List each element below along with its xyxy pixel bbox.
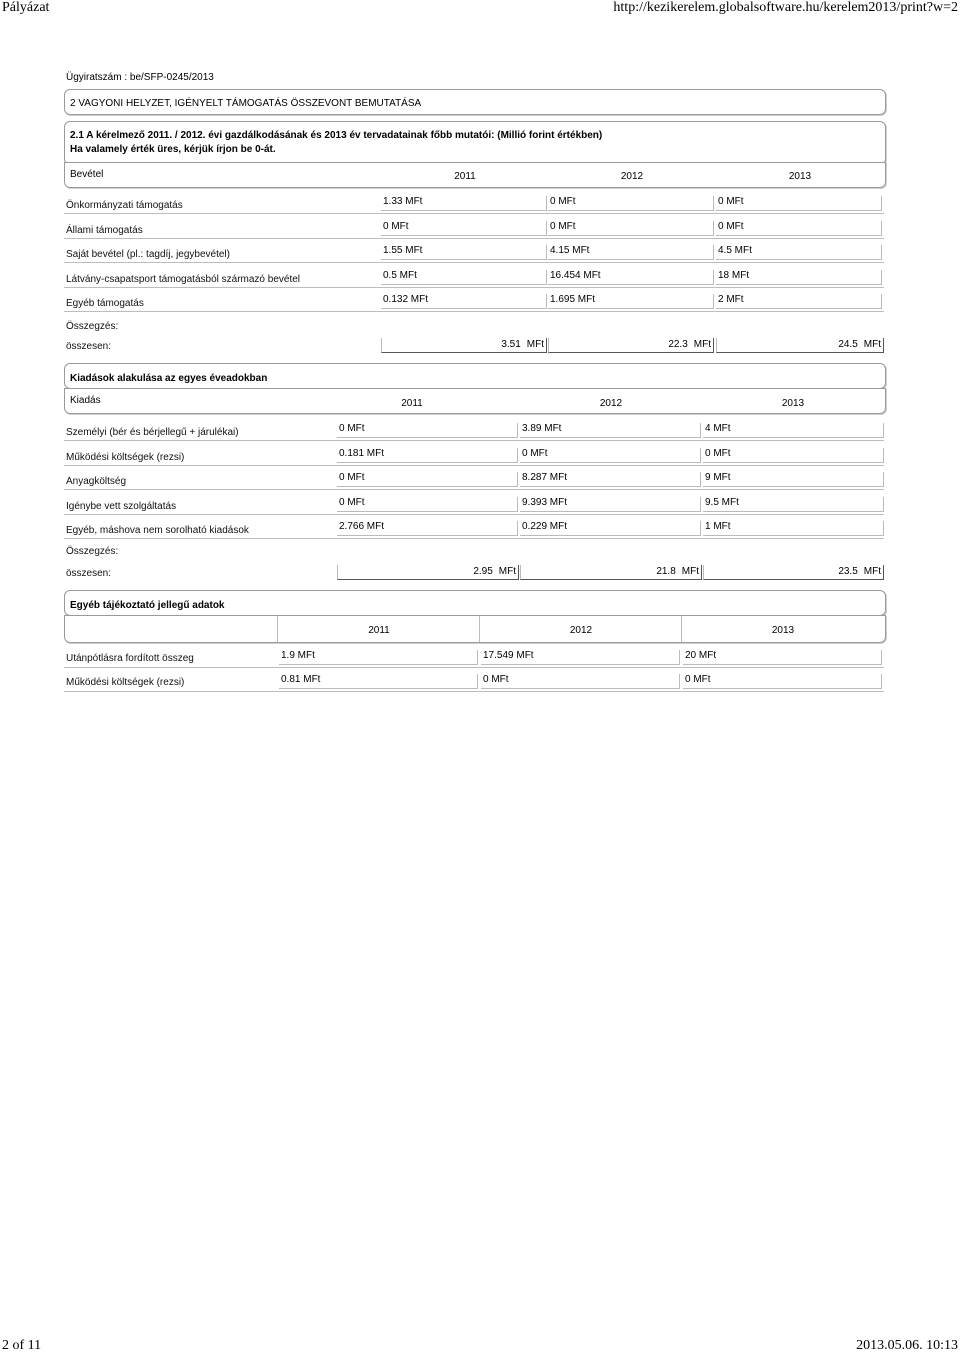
expense-value-2012[interactable]: 0.229 MFt bbox=[520, 521, 701, 536]
income-total-2013: 24.5 MFt bbox=[716, 338, 884, 353]
income-value-2013[interactable]: 0 MFt bbox=[716, 221, 882, 236]
print-footer bbox=[0, 1338, 960, 1358]
expense-value-2012[interactable]: 8.287 MFt bbox=[520, 472, 701, 487]
expenses-year-2012: 2012 bbox=[599, 398, 623, 409]
expense-row-divider bbox=[64, 440, 884, 441]
expense-value-2013[interactable]: 9.5 MFt bbox=[703, 497, 884, 512]
income-row-label: Látvány-csapatsport támogatásból származó bevétel bbox=[66, 273, 301, 285]
footer-date: 2013.05.06. 10:13 bbox=[856, 1338, 958, 1353]
expenses-total-2013: 23.5 MFt bbox=[703, 565, 884, 580]
income-year-2013: 2013 bbox=[788, 171, 812, 182]
expense-row-label: Személyi (bér és bérjellegű + járulékai) bbox=[66, 427, 239, 438]
income-value-2011[interactable]: 1.33 MFt bbox=[381, 196, 547, 211]
expenses-title: Kiadások alakulása az egyes éveadokban bbox=[70, 373, 268, 384]
header-url: http://kezikerelem.globalsoftware.hu/kerelem2013/print?w=2 bbox=[613, 0, 958, 15]
expense-value-2011[interactable]: 2.766 MFt bbox=[337, 521, 518, 536]
income-row-divider bbox=[64, 213, 884, 214]
income-header-label: Bevétel bbox=[70, 169, 104, 180]
expense-value-2013[interactable]: 0 MFt bbox=[703, 448, 884, 463]
income-row-divider bbox=[64, 311, 884, 312]
expense-value-2011[interactable]: 0 MFt bbox=[337, 472, 518, 487]
expense-row-label: Működési költségek (rezsi) bbox=[66, 451, 185, 463]
income-value-2012[interactable]: 1.695 MFt bbox=[548, 294, 714, 309]
expense-row-divider bbox=[64, 465, 884, 466]
income-value-2011[interactable]: 0.5 MFt bbox=[381, 270, 547, 285]
income-row-divider bbox=[64, 287, 884, 288]
expense-row-label: Anyagköltség bbox=[66, 476, 127, 487]
expense-row-divider bbox=[64, 538, 884, 539]
other-value-2013[interactable]: 0 MFt bbox=[683, 674, 882, 689]
expenses-year-2013: 2013 bbox=[781, 398, 805, 409]
file-number: Ügyiratszám : be/SFP-0245/2013 bbox=[66, 72, 214, 83]
expenses-header-row bbox=[64, 388, 886, 414]
other-header-row bbox=[64, 615, 886, 643]
income-value-2012[interactable]: 4.15 MFt bbox=[548, 245, 714, 260]
expenses-year-2011: 2011 bbox=[401, 398, 423, 409]
other-col-divider-1 bbox=[277, 616, 278, 642]
other-year-2012: 2012 bbox=[569, 625, 593, 636]
print-header bbox=[0, 0, 960, 20]
expenses-total-2012: 21.8 MFt bbox=[520, 565, 702, 580]
other-value-2012[interactable]: 17.549 MFt bbox=[481, 650, 680, 665]
other-row-label: Utánpótlásra fordított összeg bbox=[66, 653, 194, 664]
income-value-2012[interactable]: 0 MFt bbox=[548, 221, 714, 236]
income-row-label: Állami támogatás bbox=[66, 224, 143, 236]
other-value-2013[interactable]: 20 MFt bbox=[683, 650, 882, 665]
expenses-total-label: összesen: bbox=[66, 568, 112, 579]
other-row-label: Működési költségek (rezsi) bbox=[66, 677, 185, 688]
other-col-divider-3 bbox=[681, 616, 682, 642]
income-row-label: Egyéb támogatás bbox=[66, 298, 144, 309]
income-value-2011[interactable]: 0 MFt bbox=[381, 221, 547, 236]
other-title-box bbox=[64, 590, 886, 616]
expense-row-label: Egyéb, máshova nem sorolható kiadások bbox=[66, 525, 249, 536]
income-year-2012: 2012 bbox=[620, 171, 644, 182]
expense-value-2011[interactable]: 0 MFt bbox=[337, 423, 518, 438]
income-value-2013[interactable]: 4.5 MFt bbox=[716, 245, 882, 260]
income-row-divider bbox=[64, 238, 884, 239]
footer-page: 2 of 11 bbox=[2, 1338, 42, 1353]
expense-value-2013[interactable]: 1 MFt bbox=[703, 521, 884, 536]
expense-value-2013[interactable]: 4 MFt bbox=[703, 423, 884, 438]
expense-value-2012[interactable]: 3.89 MFt bbox=[520, 423, 701, 438]
income-row-label: Önkormányzati támogatás bbox=[66, 200, 183, 211]
subsection-heading: 2.1 A kérelmező 2011. / 2012. évi gazdálkodásának és 2013 év tervadatainak főbb mutatói: (Millió forint értékben) bbox=[70, 130, 603, 141]
other-value-2011[interactable]: 0.81 MFt bbox=[279, 674, 478, 689]
expense-row-divider bbox=[64, 514, 884, 515]
other-value-2011[interactable]: 1.9 MFt bbox=[279, 650, 478, 665]
expense-value-2011[interactable]: 0.181 MFt bbox=[337, 448, 518, 463]
income-value-2012[interactable]: 16.454 MFt bbox=[548, 270, 714, 285]
income-row-label: Saját bevétel (pl.: tagdíj, jegybevétel) bbox=[66, 249, 230, 260]
income-summary-label: Összegzés: bbox=[66, 321, 119, 332]
income-value-2011[interactable]: 1.55 MFt bbox=[381, 245, 547, 260]
income-year-2011: 2011 bbox=[454, 171, 476, 182]
income-value-2013[interactable]: 18 MFt bbox=[716, 270, 882, 285]
expense-row-divider bbox=[64, 489, 884, 490]
other-year-2011: 2011 bbox=[368, 625, 390, 636]
income-total-label: összesen: bbox=[66, 341, 112, 352]
expense-row-label: Igénybe vett szolgáltatás bbox=[66, 500, 177, 512]
other-value-2012[interactable]: 0 MFt bbox=[481, 674, 680, 689]
income-total-2012: 22.3 MFt bbox=[548, 338, 714, 353]
section-title: 2 VAGYONI HELYZET, IGÉNYELT TÁMOGATÁS ÖSSZEVONT BEMUTATÁSA bbox=[70, 98, 422, 109]
other-row-divider bbox=[64, 691, 884, 692]
section-title-box bbox=[64, 89, 886, 115]
other-year-2013: 2013 bbox=[771, 625, 795, 636]
income-row-divider bbox=[64, 262, 884, 263]
expense-value-2011[interactable]: 0 MFt bbox=[337, 497, 518, 512]
other-title: Egyéb tájékoztató jellegű adatok bbox=[70, 600, 225, 611]
income-total-2011: 3.51 MFt bbox=[381, 338, 547, 353]
expenses-title-box bbox=[64, 363, 886, 389]
expenses-summary-label: Összegzés: bbox=[66, 546, 119, 557]
expense-value-2012[interactable]: 9.393 MFt bbox=[520, 497, 701, 512]
expense-value-2012[interactable]: 0 MFt bbox=[520, 448, 701, 463]
expense-value-2013[interactable]: 9 MFt bbox=[703, 472, 884, 487]
income-value-2012[interactable]: 0 MFt bbox=[548, 196, 714, 211]
expenses-header-label: Kiadás bbox=[70, 395, 101, 406]
header-title: Pályázat bbox=[2, 0, 50, 15]
income-header-row bbox=[64, 162, 886, 188]
income-value-2013[interactable]: 2 MFt bbox=[716, 294, 882, 309]
other-col-divider-2 bbox=[479, 616, 480, 642]
income-value-2011[interactable]: 0.132 MFt bbox=[381, 294, 547, 309]
subsection-box bbox=[64, 121, 886, 165]
expenses-total-2011: 2.95 MFt bbox=[337, 565, 519, 580]
other-row-divider bbox=[64, 667, 884, 668]
subsection-note: Ha valamely érték üres, kérjük írjon be 0-át. bbox=[70, 144, 276, 155]
income-value-2013[interactable]: 0 MFt bbox=[716, 196, 882, 211]
